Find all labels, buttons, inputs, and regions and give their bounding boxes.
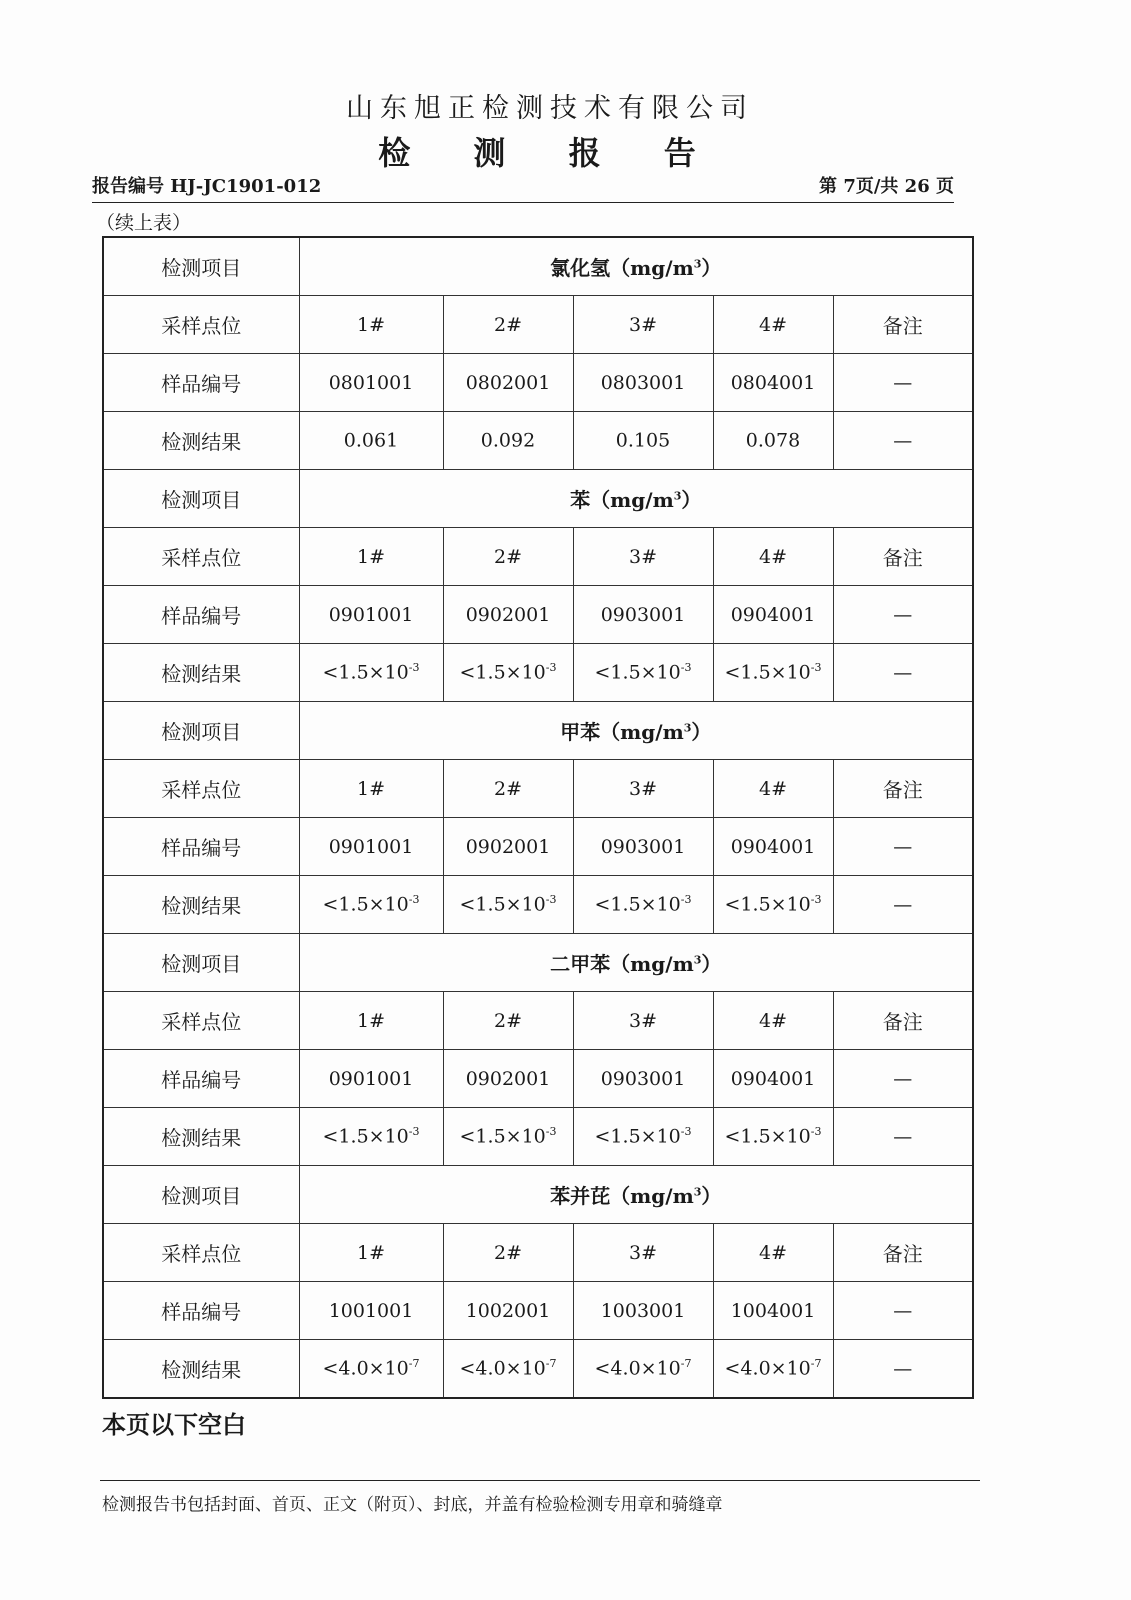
result-value: <1.5×10: [594, 893, 681, 916]
remark-label: 备注: [833, 992, 973, 1050]
item-name: [299, 702, 973, 760]
point-cell: 4#: [713, 296, 833, 354]
result-value: <1.5×10: [724, 1125, 811, 1148]
point-row: [103, 528, 973, 586]
report-header-line: [92, 172, 954, 203]
item-text: 苯（mg/m: [570, 488, 674, 512]
sample-label: 样品编号: [103, 1050, 299, 1108]
result-value: <1.5×10: [594, 661, 681, 684]
point-cell: 4#: [713, 992, 833, 1050]
result-exponent: -7: [408, 1357, 420, 1371]
result-exponent: -3: [408, 893, 420, 907]
sample-row: [103, 1050, 973, 1108]
result-value: <1.5×10: [724, 661, 811, 684]
item-row: [103, 702, 973, 760]
sample-row: [103, 586, 973, 644]
remark-dash: —: [833, 586, 973, 644]
item-close: ）: [701, 1184, 722, 1208]
sample-row: [103, 1282, 973, 1340]
result-cell: [713, 876, 833, 934]
report-title: 检 测 报 告: [378, 134, 722, 172]
sample-cell: 0801001: [299, 354, 443, 412]
result-value: <1.5×10: [459, 1125, 546, 1148]
remark-dash: —: [833, 876, 973, 934]
result-row: [103, 876, 973, 934]
point-cell: 1#: [299, 296, 443, 354]
point-cell: 2#: [443, 296, 573, 354]
point-cell: 3#: [573, 296, 713, 354]
sample-row: [103, 818, 973, 876]
result-value: 0.092: [480, 429, 536, 452]
unit-superscript: 3: [693, 1185, 702, 1199]
point-label: 采样点位: [103, 1224, 299, 1282]
sample-cell: 0903001: [573, 586, 713, 644]
remark-dash: —: [833, 1340, 973, 1399]
remark-label: 备注: [833, 296, 973, 354]
result-exponent: -3: [408, 661, 420, 675]
result-cell: [299, 1340, 443, 1399]
result-cell: [713, 1340, 833, 1399]
sample-cell: 0904001: [713, 818, 833, 876]
point-cell: 1#: [299, 528, 443, 586]
sample-label: 样品编号: [103, 818, 299, 876]
unit-superscript: 3: [673, 489, 682, 503]
result-value: <1.5×10: [459, 661, 546, 684]
result-label: 检测结果: [103, 1108, 299, 1166]
point-cell: 2#: [443, 760, 573, 818]
result-row: [103, 1108, 973, 1166]
point-label: 采样点位: [103, 760, 299, 818]
point-row: [103, 760, 973, 818]
result-value: <4.0×10: [459, 1357, 546, 1380]
item-name: [299, 237, 973, 296]
result-value: <1.5×10: [459, 893, 546, 916]
item-close: ）: [701, 952, 722, 976]
point-cell: 3#: [573, 528, 713, 586]
result-value: <1.5×10: [594, 1125, 681, 1148]
result-exponent: -7: [810, 1357, 822, 1371]
result-cell: [713, 412, 833, 470]
remark-dash: —: [833, 644, 973, 702]
sample-cell: 0901001: [299, 818, 443, 876]
sample-cell: 0903001: [573, 818, 713, 876]
sample-cell: 0902001: [443, 586, 573, 644]
sample-cell: 0802001: [443, 354, 573, 412]
result-cell: [713, 1108, 833, 1166]
remark-dash: —: [833, 412, 973, 470]
unit-superscript: 3: [693, 257, 702, 271]
point-cell: 1#: [299, 1224, 443, 1282]
point-cell: 2#: [443, 1224, 573, 1282]
point-label: 采样点位: [103, 296, 299, 354]
result-cell: [443, 876, 573, 934]
point-cell: 4#: [713, 528, 833, 586]
remark-dash: —: [833, 1050, 973, 1108]
sample-cell: 0902001: [443, 818, 573, 876]
sample-cell: 0904001: [713, 1050, 833, 1108]
result-value: 0.078: [745, 429, 801, 452]
item-row: [103, 934, 973, 992]
result-label: 检测结果: [103, 644, 299, 702]
result-exponent: -3: [810, 893, 822, 907]
item-label: 检测项目: [103, 237, 299, 296]
point-label: 采样点位: [103, 992, 299, 1050]
point-row: [103, 296, 973, 354]
sample-cell: 0901001: [299, 586, 443, 644]
result-row: [103, 1340, 973, 1399]
sample-label: 样品编号: [103, 586, 299, 644]
result-cell: [573, 876, 713, 934]
sample-label: 样品编号: [103, 1282, 299, 1340]
result-row: [103, 412, 973, 470]
result-value: <1.5×10: [322, 661, 409, 684]
result-exponent: -3: [680, 661, 692, 675]
sample-cell: 1003001: [573, 1282, 713, 1340]
result-cell: [573, 412, 713, 470]
result-cell: [573, 644, 713, 702]
result-value: 0.061: [343, 429, 399, 452]
footer-divider: [100, 1480, 980, 1481]
item-name: [299, 470, 973, 528]
sample-cell: 0903001: [573, 1050, 713, 1108]
item-text: 甲苯（mg/m: [560, 720, 684, 744]
company-name: 山东旭正检测技术有限公司: [346, 93, 754, 124]
page-indicator: 第 7页/共 26 页: [819, 176, 954, 197]
result-label: 检测结果: [103, 412, 299, 470]
remark-dash: —: [833, 1282, 973, 1340]
point-cell: 2#: [443, 528, 573, 586]
result-cell: [299, 876, 443, 934]
sample-cell: 1002001: [443, 1282, 573, 1340]
item-row: [103, 1166, 973, 1224]
item-text: 氯化氢（mg/m: [550, 256, 694, 280]
remark-label: 备注: [833, 528, 973, 586]
point-cell: 3#: [573, 760, 713, 818]
item-label: 检测项目: [103, 470, 299, 528]
result-value: <1.5×10: [322, 1125, 409, 1148]
result-exponent: -3: [545, 661, 557, 675]
result-value: <4.0×10: [724, 1357, 811, 1380]
result-value: <4.0×10: [322, 1357, 409, 1380]
result-exponent: -3: [810, 1125, 822, 1139]
footer-note: 检测报告书包括封面、首页、正文（附页）、封底，并盖有检验检测专用章和骑缝章: [102, 1495, 723, 1515]
remark-dash: —: [833, 818, 973, 876]
results-table: [102, 236, 974, 1399]
item-text: 苯并芘（mg/m: [550, 1184, 694, 1208]
remark-dash: —: [833, 1108, 973, 1166]
result-value: <1.5×10: [724, 893, 811, 916]
item-row: [103, 237, 973, 296]
result-value: <1.5×10: [322, 893, 409, 916]
sample-row: [103, 354, 973, 412]
result-row: [103, 644, 973, 702]
sample-cell: 0902001: [443, 1050, 573, 1108]
item-close: ）: [701, 256, 722, 280]
result-label: 检测结果: [103, 876, 299, 934]
sample-label: 样品编号: [103, 354, 299, 412]
result-cell: [299, 644, 443, 702]
remark-dash: —: [833, 354, 973, 412]
point-row: [103, 1224, 973, 1282]
result-exponent: -3: [810, 661, 822, 675]
point-cell: 4#: [713, 1224, 833, 1282]
item-label: 检测项目: [103, 702, 299, 760]
item-name: [299, 1166, 973, 1224]
result-exponent: -7: [680, 1357, 692, 1371]
result-label: 检测结果: [103, 1340, 299, 1399]
item-name: [299, 934, 973, 992]
result-exponent: -7: [545, 1357, 557, 1371]
item-close: ）: [681, 488, 702, 512]
point-label: 采样点位: [103, 528, 299, 586]
sample-cell: 0804001: [713, 354, 833, 412]
result-cell: [443, 412, 573, 470]
result-cell: [299, 1108, 443, 1166]
report-number: 报告编号 HJ-JC1901-012: [92, 176, 322, 197]
point-cell: 1#: [299, 992, 443, 1050]
item-close: ）: [691, 720, 712, 744]
point-cell: 4#: [713, 760, 833, 818]
point-cell: 3#: [573, 992, 713, 1050]
result-value: <4.0×10: [594, 1357, 681, 1380]
result-cell: [299, 412, 443, 470]
result-cell: [573, 1108, 713, 1166]
result-cell: [443, 1340, 573, 1399]
result-cell: [443, 1108, 573, 1166]
point-row: [103, 992, 973, 1050]
unit-superscript: 3: [683, 721, 692, 735]
item-row: [103, 470, 973, 528]
result-exponent: -3: [408, 1125, 420, 1139]
result-cell: [573, 1340, 713, 1399]
item-text: 二甲苯（mg/m: [550, 952, 694, 976]
remark-label: 备注: [833, 1224, 973, 1282]
point-cell: 1#: [299, 760, 443, 818]
sample-cell: 0803001: [573, 354, 713, 412]
result-exponent: -3: [545, 1125, 557, 1139]
item-label: 检测项目: [103, 1166, 299, 1224]
unit-superscript: 3: [693, 953, 702, 967]
point-cell: 2#: [443, 992, 573, 1050]
result-cell: [443, 644, 573, 702]
sample-cell: 1004001: [713, 1282, 833, 1340]
sample-cell: 0901001: [299, 1050, 443, 1108]
result-cell: [713, 644, 833, 702]
continued-label: （续上表）: [96, 212, 192, 234]
result-exponent: -3: [680, 893, 692, 907]
result-exponent: -3: [680, 1125, 692, 1139]
sample-cell: 1001001: [299, 1282, 443, 1340]
result-exponent: -3: [545, 893, 557, 907]
sample-cell: 0904001: [713, 586, 833, 644]
remark-label: 备注: [833, 760, 973, 818]
item-label: 检测项目: [103, 934, 299, 992]
blank-below-note: 本页以下空白: [102, 1411, 246, 1439]
result-value: 0.105: [615, 429, 671, 452]
point-cell: 3#: [573, 1224, 713, 1282]
